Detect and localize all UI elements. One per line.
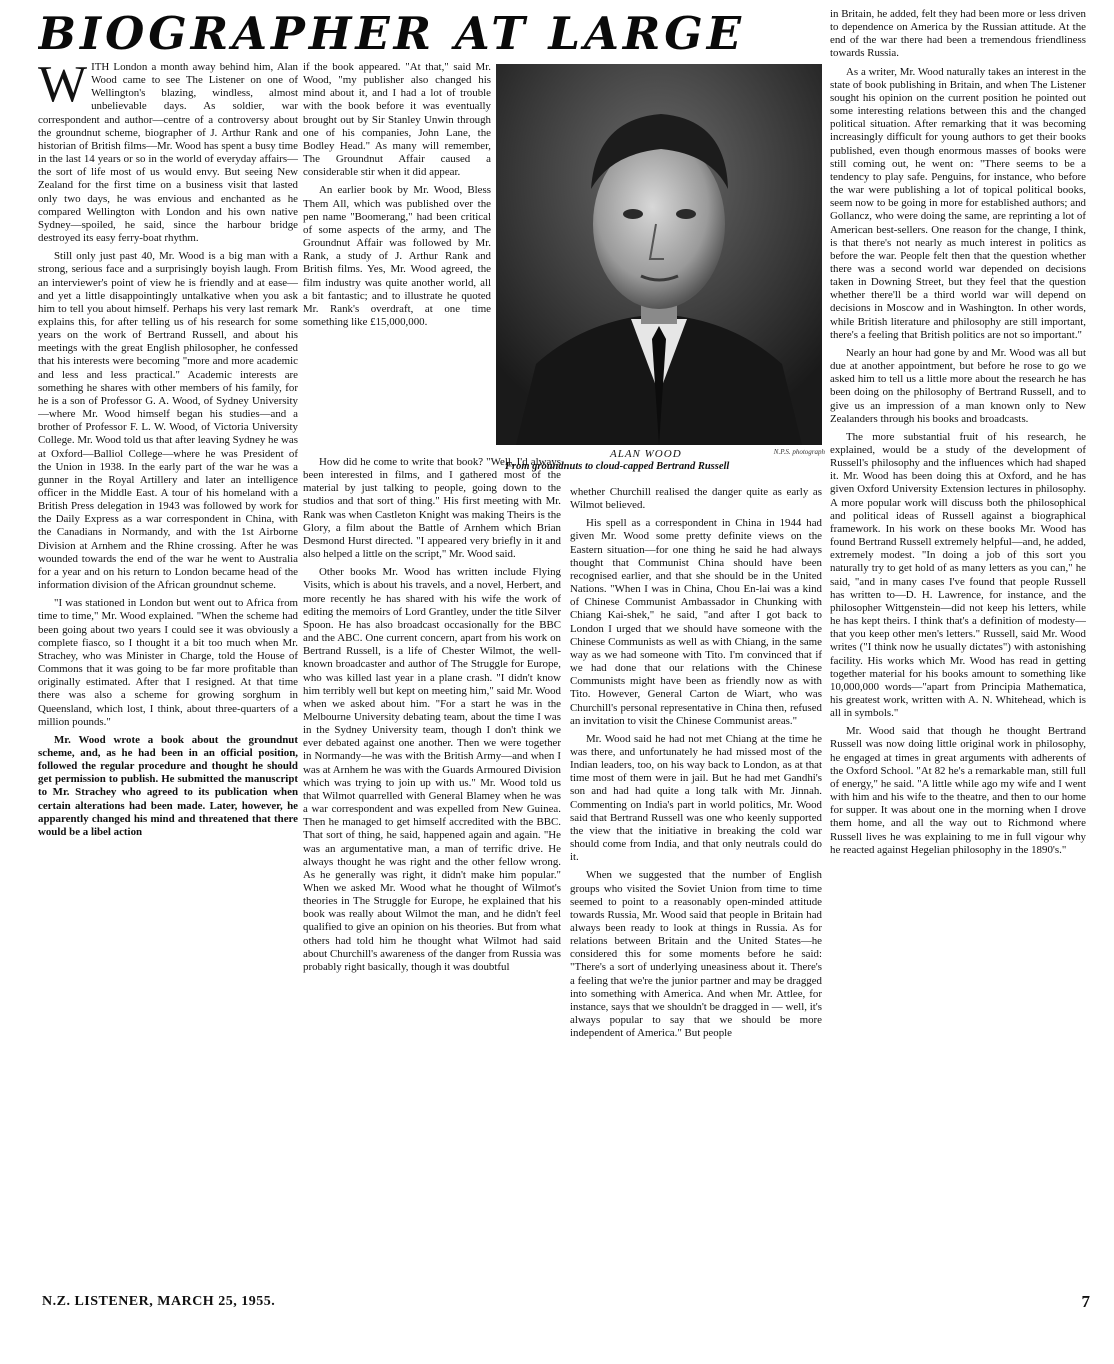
col4-paragraph-1: in Britain, he added, felt they had been more or less driven to dependence on America by the Russian attitude. At the end of the war there had been a tremendous friendliness towards Russia. (830, 8, 1086, 60)
publication-footer: N.Z. LISTENER, MARCH 25, 1955. (42, 1294, 276, 1309)
page-number: 7 (1081, 1292, 1090, 1311)
portrait-photo (496, 64, 822, 445)
col4-paragraph-4: The more substantial fruit of his research, he explained, would be a study of the development of Russell's philosophy and the influences which had shaped it. Mr. Wood has been doing this at Oxford, and he has given Oxford University Extension lectures in philosophy. A more popular work will discuss both the philosophical and political ideas of Russell against a biographical framework. In his work on these books Mr. Wood has found Bertrand Russell extremely helpful—and, he added, extremely modest. "In doing a job of this sort you naturally try to get hold of as many letters as you can," he said, "and in many cases I've found that people Russell has written to—D. H. Lawrence, for instance, and the philosopher Wittgenstein—did not keep his letters, while he has kept theirs. I think that's a definition of modesty—that you keep other men's letters." Russell, said Mr. Wood writes ("I think now he usually dictates") with astonishing facility. His works which Mr. Wood has read in getting together material for his books amount to something like 10,000,000 words—"apart from Principia Mathematica, his greatest work, written with A. N. Whitehead, which is all in symbols." (830, 430, 1086, 720)
col2-paragraph-2: An earlier book by Mr. Wood, Bless Them All, which was published over the pen name "Boomerang," had been critical of some aspects of the army, and The Groundnut Affair was followed by Mr. Rank, a study of J. Arthur Rank and British films. Yes, Mr. Wood agreed, the film industry was quite another world, all a bit fantastic; and to illustrate he quoted Mr. Rank's overdraft, at one time something like £15,000,000. (303, 184, 491, 328)
col4-paragraph-5: Mr. Wood said that though he thought Bertrand Russell was now doing little original work in philosophy, he engaged at times in great arguments with adherents of the Oxford School. "At 82 he's a remarkable man, still full of energy," he said. "A little while ago my wife and I went with him and his wife to the theatre, and then to our home for supper. It was about one in the morning when I drove them home, and all the way out to Richmond where Russell lives he was explaining to me in full vigour why he reacted against Hegelian philosophy in the 1890's." (830, 725, 1086, 856)
col1-paragraph-1 (38, 61, 298, 245)
column-2-upper (303, 61, 491, 456)
column-2-lower (303, 456, 561, 1284)
portrait-illustration (496, 64, 822, 445)
col4-paragraph-2: As a writer, Mr. Wood naturally takes an interest in the state of book publishing in Britain, and when The Listener sought his opinion on the current position he pointed out some interesting relations between this and the changed political situation. After remarking that it was becoming increasingly difficult for young authors to get their books published, even though enormous masses of books were still coming out, he went on: "There seems to be a tendency to play safe. Penguins, for instance, who before the war were publishing a lot of topical political books, seem now to be going in more for established authors; and Gollancz, who were doing the same, are reprinting a lot of American best-sellers. One reason for the change, I think, is that there's not nearly as much interest in politics as before the war. People felt then that the question whether there was a second world war depended on decisions taken in Downing Street, but they feel that the question whether there'll be a third world war will depend on decisions in Moscow and in Washington. In other words, while British literature and philosophy are still important, there's a feeling that British politics are not so important." (830, 65, 1086, 341)
col3-paragraph-3: Mr. Wood said he had not met Chiang at the time he was there, and unfortunately he had missed most of the Indian leaders, too, on his way back to London, as at that time most of them were in jail. But he had met Gandhi's son and had had quite a long talk with Mr. Jinnah. Commenting on India's part in world politics, Mr. Wood said that Bertrand Russell was one who keenly supported the view that the initiative in breaking the cold war should come from India, and that only neutrals could do it. (570, 732, 822, 864)
drop-cap: W (38, 61, 88, 113)
col1-paragraph-1-text: ITH London a month away behind him, Alan Wood came to see The Listener on one of Wellington's blazing, windless, almost unbelievable days. As soldier, war correspondent and author—centre of a controversy about the groundnut scheme, biographer of J. Arthur Rank and historian of British films—Mr. Wood has spent a busy time in the last 14 years or so in the world of everyday affairs—the sort of life most of us would envy. But seeing New Zealand for the first time on a business visit that lasted only two days, he was envious and enchanted as he compared Wellington with London and his own native Sydney—spoiled, he said, since the harbour bridge destroyed its easy ferry-boat rhythm. (38, 61, 298, 245)
column-4 (830, 8, 1086, 1284)
photo-caption: From groundnuts to cloud-capped Bertrand Russell (505, 461, 730, 472)
column-3 (570, 486, 822, 1284)
col3-paragraph-2: His spell as a correspondent in China in 1944 had given Mr. Wood some pretty definite views on the Eastern situation—for one thing he said he had always thought that Communist China should have been recognised earlier, and that she should be in the United Nations. "When I was in China, Chou En-lai was a kind of Chinese Communist Ambassador in Chunking with Chiang Kai-shek," he said, "and after I got back to London I urged that we should have someone with the Chinese Communists as well as with Chiang, in the same way as we had someone with Tito. I'm convinced that if we had done that our relations with the Chinese Communists might have been as friendly now as with Tito. However, General Carton de Wiart, who was Churchill's personal representative in China then, refused an invitation to visit the Chinese Communist areas." (570, 517, 822, 727)
col2-paragraph-1: if the book appeared. "At that," said Mr. Wood, "my publisher also changed his mind about it, and I had a lot of trouble with the book before it was eventually brought out by Sir Stanley Unwin through one of his companies, John Lane, the Bodley Head." As many will remember, The Groundnut Affair caused a considerable stir when it did appear. (303, 61, 491, 179)
photo-credit: N.P.S. photograph (773, 448, 825, 456)
col2-paragraph-3: How did he come to write that book? "Well, I'd always been interested in films, and I gathered most of the material by just talking to people, going down to the studios and that sort of thing." His first meeting with Mr. Rank was when Castleton Knight was making Theirs is the Glory, a film about the Battle of Arnhem which Brian Desmond Hurst directed. "I appeared very briefly in it and also helped a little on the script," Mr. Wood said. (303, 456, 561, 561)
col1-paragraph-4: Mr. Wood wrote a book about the groundnut scheme, and, as he had been in an official position, followed the regular procedure and thought he should get permission to publish. He submitted the manuscript to Mr. Strachey who agreed to its publication when certain alterations had been made. Later, however, he apparently changed his mind and threatened that there would be a libel action (38, 733, 298, 838)
headline: BIOGRAPHER AT LARGE (38, 8, 746, 60)
col4-paragraph-3: Nearly an hour had gone by and Mr. Wood was all but due at another appointment, but before he rose to go we asked him to tell us a little more about the research he has been doing on the philosophy of Bertrand Russell, and to give us an impression of a man known only to New Zealanders through his books and broadcasts. (830, 346, 1086, 425)
col3-paragraph-4: When we suggested that the number of English groups who visited the Soviet Union from time to time seemed to point to a reasonably open-minded attitude towards Russia, Mr. Wood said that people in Britain had always been ready to look at things in Russia. As for relations between Britain and the United States—he considered this for some moments before he said: "There's a sort of underlying uneasiness about it. There's a feeling that we're the junior partner and may be dragged into something with America. And when Mr. Attlee, for instance, says that we shouldn't be dragged in — well, it's always popular to say that we should be more independent of America." But people (570, 869, 822, 1040)
photo-caption-name: ALAN WOOD (610, 448, 682, 460)
col1-paragraph-3: "I was stationed in London but went out to Africa from time to time," Mr. Wood explained. "When the scheme had been going about two years I could see it was obviously a complete fiasco, so I thought it a bit too much when Mr. Strachey, who was Minister in Charge, told the House of Commons that it was going to be far more profitable than originally estimated. After that I resigned. At that time there was also a scheme for growing sorghum in Queensland, which lost, I think, about three-quarters of a million pounds." (38, 597, 298, 728)
col2-paragraph-4: Other books Mr. Wood has written include Flying Visits, which is about his travels, and a novel, Herbert, and more recently he has shared with his wife the work of editing the memoirs of Lord Grantley, under the title Silver Spoon. He has also broadcast occasionally for the BBC and the ABC. One current concern, apart from his work on Bertrand Russell, is a life of Chester Wilmot, the well-known broadcaster and author of The Struggle for Europe, who was killed last year in a plane crash. "I didn't know him terribly well but kept on meeting him," said Mr. Wood when we asked about him. "For a start he was in the Melbourne University debating team, about the time I was in the Sydney University team, though I don't think we ever debated against one another. Then we were together in Normandy—he was with the British Army—and when I was at Arnhem he was with the Guards Armoured Division which was trying to join up with us." Mr. Wood told us that Wilmot quarrelled with General Blamey when he was a war correspondent and was expelled from New Guinea. Then he managed to get himself accredited with the BBC. That sort of thing, he said, happened again and again. "He was an argumentative man, a man of terrific drive. He always thought he was right and the other fellow wrong. As he generally was right, it didn't make him popular." When we asked Mr. Wood what he thought of Wilmot's theories in The Struggle for Europe, he explained that his book was really about Wilmot the man, and he didn't feel qualified to give an opinion on his theories. But from what others had told him he thought what Wilmot had said about Churchill's awareness of the danger from Russia was probably right basically, though it was doubtful (303, 566, 561, 973)
col3-paragraph-1: whether Churchill realised the danger quite as early as Wilmot believed. (570, 486, 822, 512)
column-1 (38, 61, 298, 1284)
col1-paragraph-2: Still only just past 40, Mr. Wood is a big man with a strong, serious face and a surprisingly boyish laugh. From an interviewer's point of view he is friendly and at ease—and yet a little disappointingly untalkative when you ask him to tell you about himself. Perhaps his very last remark explains this, for after telling us of his research for some years on the work of Bertrand Russell, and about his meetings with the great English philosopher, he confessed that his interests were becoming "more and more academic and less and less practical." Academic interests are something he shares with other members of his family, for he is a son of Professor G. A. Wood, of Sydney University—where Mr. Wood himself began his studies—and a brother of Professor F. L. W. Wood, of Victoria University College. Mr. Wood told us that after leaving Sydney he was at Oxford—Balliol College—where he was President of the Union in 1938. In the early part of the war he was a gunner in the Royal Artillery and later an intelligence officer in the Middle East. A tour of his homeland with a British Press delegation in 1943 was followed by work for the Daily Express as a war correspondent in China, with the Canadians in Normandy, and with the 1st Airborne Division at Arnhem and the Rhine crossing. After he was wounded towards the end of the war he went to Australia for a year and on his return to London became head of the information division of the African groundnut scheme. (38, 250, 298, 592)
